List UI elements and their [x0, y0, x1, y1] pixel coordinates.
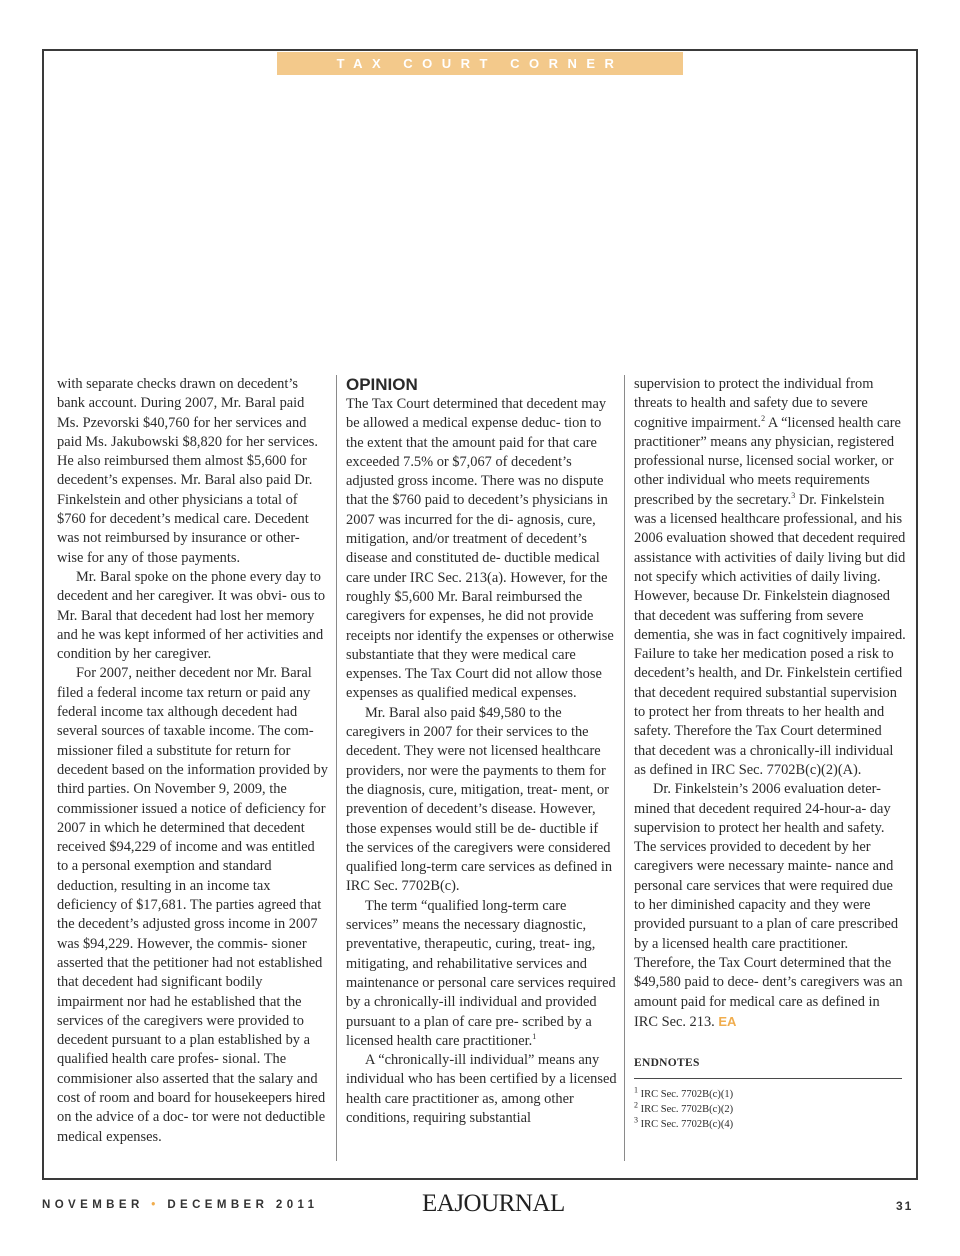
footer-month-2: DECEMBER 2011	[167, 1199, 319, 1211]
column-divider	[624, 375, 625, 1161]
paragraph: with separate checks drawn on decedent’s bank account. During 2007, Mr. Baral paid Ms. Pzevorski $40,760 for her services and paid Ms. Jakubowski $8,820 for her services. He also reimbursed them almost $5,600 for decedent’s expenses. Mr. Baral also paid Dr. Finkelstein and other physicians a total of $760 for decedent’s medical care. Decedent was not reimbursed by insurance or other- wise for any of those payments.	[57, 376, 318, 566]
paragraph	[634, 375, 906, 780]
endnote-item	[634, 1117, 906, 1132]
paragraph: The Tax Court determined that decedent may be allowed a medical expense deduc- tion to the extent that the amount paid for that care exceeded 7.5% or $7,067 of decedent’s adjusted gross income. There was no dispute that the $760 paid to decedent’s physicians in 2007 was incurred for the di- agnosis, cure, mitigation, and/or treatment of decedent’s disease and constituted de- ductible medical care under IRC Sec. 213(a). However, for the roughly $5,600 Mr. Baral reimbursed the caregivers for expenses, he did not provide receipts nor identify the expenses or otherwise substantiate that they were medical care expenses. The Tax Court did not allow those expenses as qualified medical expenses.	[346, 396, 614, 702]
section-heading: OPINION	[346, 375, 418, 394]
article-column-2	[346, 375, 618, 1128]
paragraph	[346, 897, 618, 1051]
paragraph-text: A “licensed health care practitioner” means any physician, registered professional nurse, licensed social worker, or other individual who meets requirements prescribed by the secretary.	[634, 414, 901, 508]
footnote-ref: 1	[532, 1032, 537, 1041]
paragraph	[634, 780, 906, 1032]
paragraph-text: Dr. Finkelstein’s 2006 evaluation deter- mined that decedent required 24-hour-a- day supervision to protect her health and safety. The services provided to decedent by her caregivers were necessary mainte- nance and personal care services that were required due to her diminished capacity and they were provided pursuant to a plan of care prescribed by a licensed health care practitioner. Therefore, the Tax Court determined that the $49,580 paid to dece- dent’s caregivers was an amount paid for medical care as defined in IRC Sec. 213.	[634, 781, 903, 1030]
paragraph: For 2007, neither decedent nor Mr. Baral filed a federal income tax return or paid any federal income tax although decedent had several sources of taxable income. The com- missioner filed a substitute for return for decedent based on the information provided by third parties. On November 9, 2009, the commissioner issued a notice of deficiency for 2007 in which he determined that decedent received $94,229 of income and was entitled to a personal exemption and standard deduction, resulting in an income tax deficiency of $17,681. The parties agreed that the decedent’s adjusted gross income in 2007 was $94,229. However, the commis- sioner asserted that the petitioner had not established that decedent had significant bodily impairment nor had he established that the services of the caregivers were provided to decedent pursuant to a plan established by a qualified health care profes- sional. The commisioner also asserted that the salary and cost of room and board for housekeepers hired on the advice of a doc- tor were not deductible medical expenses.	[57, 665, 328, 1145]
page-number: 31	[896, 1199, 914, 1213]
endnote-number: 3	[634, 1115, 638, 1125]
endnote-number: 1	[634, 1085, 638, 1095]
endnote-item	[634, 1087, 906, 1102]
article-column-3	[634, 375, 906, 1132]
article-column-1	[57, 375, 329, 1147]
ea-end-mark: EA	[718, 1013, 737, 1029]
paragraph: A “chronically-ill individual” means any individual who has been certified by a licensed health care practitioner as, among other conditions, requiring substantial	[346, 1052, 617, 1126]
footnote-ref: 2	[761, 413, 766, 423]
endnote-text: IRC Sec. 7702B(c)(2)	[638, 1104, 734, 1116]
endnotes-list	[634, 1087, 906, 1132]
endnote-text: IRC Sec. 7702B(c)(1)	[638, 1089, 734, 1101]
footnote-ref: 3	[791, 490, 796, 500]
footer-separator: •	[151, 1199, 160, 1211]
paragraph-text: Dr. Finkelstein was a licensed healthcare professional, and his 2006 evaluation showed that decedent required assistance with activities of daily living but did not specify which activities of daily living. However, because Dr. Finkelstein diagnosed that decedent was suffering from severe dementia, she was in fact cognitively impaired. Failure to take her medication posed a risk to decedent’s health, and Dr. Finkelstein certified that decedent required substantial supervision to protect her from threats to her health and safety. Therefore the Tax Court determined that decedent was a chronically-ill individual as defined in IRC Sec. 7702B(c)(2)(A).	[634, 491, 906, 778]
endnote-item	[634, 1102, 906, 1117]
section-banner: TAX COURT CORNER	[277, 52, 683, 75]
endnote-number: 2	[634, 1100, 638, 1110]
paragraph-text: The term “qualified long-term care services” means the necessary diagnostic, preventative, therapeutic, curing, treat- ing, mitigating, and rehabilitative services and maintenance or personal care services required by a chronically-ill individual and provided pursuant to a plan of care pre- scribed by a licensed health care practitioner.	[346, 897, 616, 1049]
column-divider	[336, 375, 337, 1161]
footer-issue-date	[42, 1199, 318, 1211]
footer-month-1: NOVEMBER	[42, 1199, 144, 1211]
paragraph: Mr. Baral spoke on the phone every day to decedent and her caregiver. It was obvi- ous to Mr. Baral that decedent had lost her memory and he was kept informed of her activities and condition by her caregiver.	[57, 568, 326, 663]
ea-journal-logo: EAJOURNAL	[422, 1190, 565, 1217]
paragraph-text: supervision to protect the individual from threats to health and safety due to severe cognitive impairment.	[634, 376, 874, 431]
endnotes-title: ENDNOTES	[634, 1054, 902, 1079]
endnote-text: IRC Sec. 7702B(c)(4)	[638, 1119, 734, 1131]
paragraph: Mr. Baral also paid $49,580 to the caregivers in 2007 for their services to the decedent. They were not licensed healthcare providers, nor were the payments to them for the diagnosis, cure, mitigation, treat- ment, or prevention of decedent’s disease. However, those expenses would still be de- ductible if the services of the caregivers were considered qualified long-term care services as defined in IRC Sec. 7702B(c).	[346, 704, 613, 895]
